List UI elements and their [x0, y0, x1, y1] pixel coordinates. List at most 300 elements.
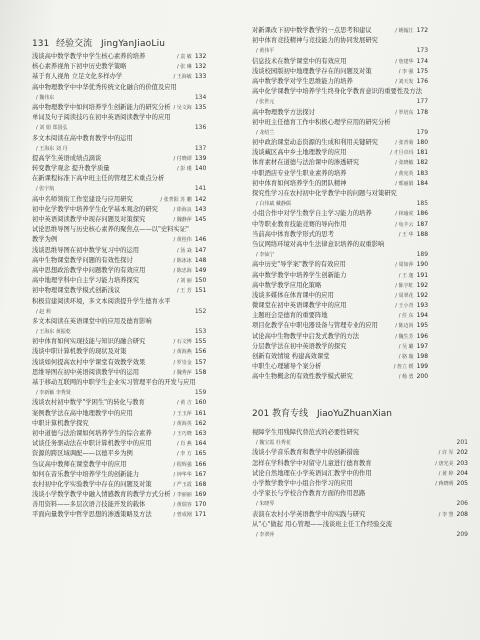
entry-title: 浅谈中职计算机教学的现状及对策	[32, 348, 127, 356]
entry-title: 高中物理教学方法探讨	[252, 108, 315, 116]
entry-page-number: 136	[194, 124, 207, 132]
contents-entry	[32, 225, 206, 235]
entry-title: 初中体育如何实现技能与知识的融合研究	[32, 338, 146, 346]
entry-title: 在新课程标准下高中班主任的管理艺术重点分析	[32, 175, 165, 183]
section2-page-number: 201	[252, 409, 270, 419]
contents-entry	[32, 256, 206, 266]
entry-title: 多文本阅读在英语课堂中的应用及德育影响	[32, 317, 152, 325]
entry-author: / 杨 勇	[398, 374, 414, 381]
entry-page-number: 173	[416, 47, 429, 55]
entry-author: / 王 芳	[176, 288, 192, 295]
contents-entry	[252, 499, 468, 509]
contents-entry	[252, 321, 428, 331]
entry-page-number: 180	[416, 139, 429, 147]
contents-entry	[32, 235, 206, 245]
entry-title: 视障学生用残障代替范式的必要性研究	[252, 429, 360, 436]
entry-title	[274, 250, 413, 260]
entry-title: 浅谈思维导图在初中数学复习中的运用	[32, 246, 140, 254]
contents-entry	[252, 342, 428, 352]
entry-author: / 李仙宁	[256, 252, 275, 259]
entry-page-number: 156	[194, 348, 207, 356]
entry-page-number: 162	[194, 419, 207, 427]
contents-entry	[252, 179, 428, 189]
entry-title: 初中班主任德育工作中积极心理学应用的研究分析	[252, 118, 391, 126]
entry-title: 初中体育如何培养学生的团队精神	[252, 179, 347, 187]
entry-author: / 李丽丽	[173, 492, 192, 499]
entry-title: 初中道德与法治课如何培养学生的综合素养	[32, 429, 152, 437]
entry-author: / 王小青	[395, 303, 414, 310]
contents-entry	[252, 128, 428, 138]
entry-title	[71, 327, 192, 337]
entry-title: 项目化教学在中职电器设备与管理专业的应用	[252, 322, 378, 330]
contents-entry	[252, 108, 428, 118]
entry-title	[54, 184, 192, 194]
entry-author: / 罗崇金	[173, 359, 192, 366]
entry-author: / 石文博	[173, 339, 192, 346]
entry-author: / 陈迈尚	[395, 323, 414, 330]
entry-page-number: 185	[416, 200, 429, 208]
contents-entry	[252, 362, 428, 372]
entry-title: 主题班会是德育的重要阵地	[252, 312, 328, 320]
section-title-cn: 经验交流	[56, 39, 93, 49]
entry-title: 试谈任务驱动法在中职计算机教学中的应用	[32, 440, 152, 448]
entry-author: / 王玉萍	[173, 410, 192, 417]
entry-page-number: 146	[194, 236, 207, 244]
entry-author: / 詹立 媛	[393, 364, 414, 371]
entry-title: 体育素材在道德与法治课中的渗透研究	[252, 159, 360, 167]
entry-title: 初中英语阅读教学中现存问题及对策探究	[32, 216, 146, 223]
entry-title: 基于育人视角 立足文化多样办学	[32, 73, 123, 81]
entry-author: / 张宇航	[36, 186, 55, 193]
entry-author: / 朱晓琴	[256, 501, 275, 508]
entry-page-number: 200	[416, 373, 429, 381]
entry-title: 高中数学教学中培养学生创新能力	[252, 271, 347, 279]
contents-entry	[252, 97, 428, 107]
entry-page-number: 143	[194, 205, 207, 213]
entry-title: 高中思想政治教学中问题教学的有效应用	[32, 266, 146, 274]
entry-title: 初中化学教学中培养学生化学基本观念的研究	[32, 205, 158, 213]
entry-author: / 李 慧	[438, 511, 454, 518]
entry-page-number: 183	[416, 169, 429, 177]
entry-author: / 周如萍	[395, 262, 414, 269]
entry-page-number: 171	[194, 511, 207, 519]
entry-author: / 黄宪英	[395, 170, 414, 177]
entry-title	[291, 199, 414, 209]
entry-title: 试论思维导图与历史核心素养的聚焦点——以"史料实证"	[32, 226, 189, 234]
contents-entry	[32, 368, 206, 378]
entry-page-number: 166	[194, 460, 207, 468]
entry-title	[67, 123, 191, 133]
contents-entry	[252, 169, 428, 179]
entry-author: / 刘 丽	[176, 278, 192, 285]
entry-page-number: 186	[416, 210, 429, 218]
entry-page-number: 172	[416, 27, 429, 34]
entry-title: 中等职业教育技能竞赛的导向作用	[252, 220, 347, 228]
entry-page-number: 132	[194, 63, 207, 71]
entry-title: 高中名师领衔工作室建设与应用研究	[32, 195, 133, 203]
entry-title: 高中生物课堂教学问题的有效性探讨	[32, 256, 133, 264]
entry-title: 转变教学观念 提升教学质量	[32, 165, 110, 173]
contents-entry	[252, 230, 428, 240]
entry-page-number: 167	[194, 470, 207, 478]
entry-page-number: 184	[416, 179, 429, 187]
contents-entry	[32, 317, 206, 327]
section-title-en: JingYanJiaoLiu	[100, 39, 166, 49]
entry-title: 分层教学法在初中英语教学的探究	[252, 342, 347, 350]
entry-author: / 刘天发	[395, 78, 414, 85]
contents-entry	[252, 158, 428, 168]
contents-entry	[32, 113, 206, 123]
entry-author: / 陈宇虹	[395, 282, 414, 289]
entry-title: 浅谈农村初中数学"学困生"的转化与教育	[32, 399, 145, 407]
entry-author: / 张菁阳 苏 鹏	[160, 196, 192, 203]
entry-title: 积极营建阅读环境，多文本阅读提升学生德育水平	[32, 297, 171, 305]
entry-author: / 徐海良	[173, 206, 192, 213]
contents-entry	[252, 271, 428, 281]
entry-title: 从"心"做起 用心管理——浅谈班主任工作经验交流	[252, 520, 393, 528]
entry-title: 资源的跨区域调配——以德平乡为例	[32, 450, 133, 458]
contents-list-left	[32, 52, 206, 521]
entry-title: 浅谈多媒体在体育课中的应用	[252, 291, 334, 299]
entry-page-number: 208	[456, 510, 468, 518]
entry-page-number: 206	[456, 500, 468, 508]
entry-author: / 詹建华	[395, 58, 414, 65]
entry-page-number: 150	[194, 277, 207, 285]
entry-author: / 李 强	[398, 68, 414, 75]
entry-author: / 龙绍兰	[256, 129, 275, 136]
entry-page-number: 201	[456, 439, 468, 447]
contents-entry	[252, 291, 428, 301]
entry-title	[291, 438, 454, 448]
section2-title-cn: 教育专线	[272, 409, 309, 419]
entry-title: 小学家长与学校合作教育方面的作用思路	[252, 490, 366, 498]
entry-author: / 魏宝霞 杜秀花	[256, 440, 291, 447]
entry-author: / 蒋晓明	[435, 480, 454, 487]
entry-title: 浅谈小学音乐教育和教学中的创新措施	[252, 449, 360, 457]
entry-author: / 黄海英	[173, 420, 192, 427]
contents-entry	[32, 460, 206, 470]
contents-entry	[32, 215, 206, 225]
entry-page-number: 133	[194, 73, 207, 81]
entry-title: 试论高中生物教学中启发式教学的方法	[252, 332, 360, 340]
entry-page-number: 190	[416, 261, 429, 269]
entry-page-number: 152	[194, 307, 207, 315]
entry-page-number: 148	[194, 256, 207, 264]
contents-entry	[252, 118, 428, 128]
entry-page-number: 142	[194, 195, 207, 203]
entry-page-number: 151	[194, 287, 207, 295]
entry-title: 创新有效情境 构建高效课堂	[252, 353, 330, 360]
entry-page-number: 161	[194, 409, 207, 417]
contents-entry	[252, 209, 428, 219]
entry-author: / 曾成刚	[173, 512, 192, 519]
entry-title: 提高学生英语成绩点滴谈	[32, 154, 102, 162]
entry-page-number: 140	[194, 165, 207, 173]
entry-page-number: 137	[194, 144, 207, 152]
entry-author: / 陈忠海	[173, 267, 192, 274]
entry-author: / 姚翰江	[395, 28, 414, 34]
contents-entry	[32, 52, 206, 62]
entry-author: / 任 东	[398, 313, 414, 320]
entry-page-number: 192	[416, 291, 429, 299]
entry-page-number: 153	[194, 328, 207, 336]
entry-page-number: 197	[416, 342, 429, 350]
contents-entry	[252, 138, 428, 148]
entry-page-number: 134	[194, 93, 207, 101]
entry-author: / 张 琳	[176, 64, 192, 71]
entry-author: / 李翠萍	[256, 531, 275, 538]
entry-title	[274, 97, 413, 107]
contents-entry	[32, 347, 206, 357]
entry-title: 刍议网络环境对高中生法律意识培养的双重影响	[252, 240, 385, 248]
contents-entry	[252, 77, 428, 87]
entry-author: / 李 方	[176, 451, 192, 458]
entry-author: / 赵 莉	[36, 308, 51, 315]
entry-title: 善用资料——多层次语言技能开发的载体	[32, 501, 146, 509]
entry-title: 中职生心理辅导个案分析	[252, 363, 322, 371]
entry-author: / 王 华	[398, 231, 414, 238]
contents-list-section2	[252, 428, 468, 540]
entry-title: 高中物理教学中中华优秀传统文化融合的价值及应用	[32, 83, 177, 91]
entry-page-number: 139	[194, 154, 207, 162]
entry-page-number: 193	[416, 302, 429, 310]
entry-title: 试论自然地理在小学英语词汇教学中的作用	[252, 469, 372, 477]
entry-author: / 王海东 刘 丹	[36, 145, 68, 152]
contents-entry	[32, 184, 206, 194]
entry-title: 初中物理课堂教学模式创新浅议	[32, 287, 121, 295]
entry-page-number: 158	[194, 368, 207, 376]
entry-page-number: 174	[416, 57, 429, 65]
entry-author: / 肖 燕	[176, 441, 192, 448]
contents-entry	[252, 530, 468, 540]
entry-author: / 程辉强	[173, 461, 192, 468]
contents-entry	[32, 83, 206, 93]
contents-entry	[32, 449, 206, 459]
contents-entry	[32, 246, 206, 256]
entry-page-number: 195	[416, 322, 429, 330]
entry-title: 小学数学教学中小组合作学习的应用	[252, 479, 353, 487]
entry-author: / 彭 瑾	[176, 166, 192, 173]
entry-title: 浅谈小学数学教学中融入情感教育的教学方式分析	[32, 491, 171, 499]
entry-page-number: 182	[416, 159, 429, 167]
entry-page-number: 202	[456, 449, 468, 457]
contents-entry	[252, 510, 468, 520]
entry-title: 高中数学教学对学生思维能力的培养	[252, 77, 353, 85]
entry-author: / 袁 敏	[176, 54, 192, 60]
entry-page-number: 198	[416, 353, 429, 360]
entry-author: / 付晓谭	[173, 155, 192, 162]
entry-title: 浅谈校园版初中地理教学存在的问题及对策	[252, 67, 372, 75]
contents-entry	[252, 199, 428, 209]
entry-title: 初中政治课堂动态资源的生成和利用关键研究	[252, 139, 378, 147]
entry-page-number: 199	[416, 363, 429, 371]
contents-entry	[252, 520, 468, 530]
entry-author: / 林瑜虎	[395, 211, 414, 218]
contents-entry	[252, 220, 428, 230]
entry-title	[54, 93, 192, 103]
entry-page-number: 194	[416, 312, 429, 320]
entry-author: / 严玉霞	[173, 481, 192, 488]
entry-page-number: 204	[456, 469, 468, 477]
contents-entry	[252, 469, 468, 479]
entry-title	[274, 499, 453, 509]
entry-title: 核心素养视角下初中历史教学策略	[32, 63, 127, 71]
entry-title	[51, 307, 192, 317]
entry-author: / 陈冰冰	[173, 257, 192, 264]
entry-page-number: 188	[416, 230, 429, 238]
entry-title: 高中历史"导学案"教学的有效应用	[252, 261, 346, 269]
contents-entry	[32, 174, 206, 184]
contents-entry	[252, 301, 428, 311]
contents-entry	[32, 123, 206, 133]
entry-title: 思维导图在初中英语阅读教学中的运用	[32, 368, 140, 376]
entry-author: / 王海东 黄振乾	[36, 329, 71, 336]
contents-entry	[32, 358, 206, 368]
contents-entry	[32, 510, 206, 520]
contents-entry	[32, 266, 206, 276]
entry-page-number: 159	[194, 389, 207, 397]
entry-author: / 黄桂伟	[173, 237, 192, 244]
entry-author: / 汤 焱	[176, 247, 192, 254]
entry-title: 初中体育竞技精神与竞技能力的协同发展研究	[252, 37, 378, 45]
contents-list-right	[252, 26, 428, 383]
entry-page-number: 168	[194, 480, 207, 488]
entry-title	[71, 388, 192, 398]
contents-entry	[252, 438, 468, 448]
contents-entry	[252, 87, 428, 97]
contents-entry	[252, 281, 428, 291]
section2-title-en: JiaoYuZhuanXian	[316, 409, 392, 419]
entry-title: 探究性学习在农村初中化学教学中的问题与对策研究	[252, 190, 397, 197]
contents-entry	[32, 470, 206, 480]
entry-page-number: 160	[194, 399, 207, 407]
entry-page-number: 132	[194, 53, 207, 60]
entry-author: / 张青菊	[395, 140, 414, 147]
entry-page-number: 196	[416, 332, 429, 340]
contents-entry	[32, 439, 206, 449]
contents-entry	[252, 260, 428, 270]
entry-title	[67, 144, 191, 154]
section-page-number: 131	[32, 39, 50, 49]
entry-page-number: 209	[456, 530, 468, 538]
entry-author: / 黄瑞容	[173, 502, 192, 509]
contents-entry	[32, 419, 206, 429]
section-header	[32, 36, 165, 50]
contents-entry	[252, 489, 468, 499]
contents-entry	[252, 189, 428, 199]
entry-title: 浅谈藏区高中乡土地理教学的应用	[252, 149, 347, 157]
contents-entry	[252, 448, 468, 458]
entry-page-number: 187	[416, 220, 429, 228]
contents-entry	[252, 46, 428, 56]
entry-author: / 张晓敏	[395, 160, 414, 167]
entry-title: 高中地理学科中自主学习能力培养探究	[32, 277, 140, 285]
entry-title: 案例教学法在高中地理教学中的应用	[32, 409, 133, 417]
entry-page-number: 203	[456, 459, 468, 467]
entry-page-number: 179	[416, 128, 429, 136]
entry-author: / 才旦卓玛	[390, 150, 414, 157]
contents-entry	[32, 378, 206, 388]
contents-entry	[32, 490, 206, 500]
entry-title: 刍议高中教师在课堂教学中的应用	[32, 460, 127, 468]
entry-author: / 吴 璐	[398, 343, 414, 350]
contents-entry	[32, 500, 206, 510]
entry-title: 信息技术在数学课堂中的有效应用	[252, 57, 347, 65]
entry-author: / 魏生芳	[395, 333, 414, 340]
entry-author: / 李新颖 李秀贤	[36, 390, 71, 397]
entry-author: / 白伟斌 戴静儒	[256, 201, 291, 208]
contents-entry	[32, 480, 206, 490]
contents-entry	[32, 398, 206, 408]
entry-author: / 魏静萍	[173, 217, 192, 223]
contents-entry	[32, 337, 206, 347]
entry-title: 小组合作中对学生数学自主学习能力的培养	[252, 210, 372, 218]
entry-title: 平面向量教学中哲学思想的渗透策略及方法	[32, 511, 152, 519]
entry-title	[274, 128, 413, 138]
entry-page-number: 189	[416, 251, 429, 259]
contents-entry	[32, 195, 206, 205]
entry-author: / 邢丽娟	[395, 180, 414, 187]
contents-entry	[32, 297, 206, 307]
entry-page-number: 177	[416, 98, 429, 106]
contents-entry	[32, 144, 206, 154]
entry-page-number: 175	[416, 67, 429, 75]
contents-entry	[252, 372, 428, 382]
entry-title: 单词及句子阅读技巧在初中英语阅读教学中的应用	[32, 114, 171, 122]
entry-page-number: 135	[194, 103, 207, 111]
entry-author: / 唐光美	[435, 460, 454, 467]
entry-page-number: 145	[194, 216, 207, 223]
entry-title: 高中化学课教学中培养学生终身化学教育意识的重要性及方法	[252, 88, 423, 96]
entry-title: 高中生物概念的有效性教学模式研究	[252, 373, 353, 381]
entry-page-number: 205	[456, 479, 468, 487]
contents-entry	[32, 103, 206, 113]
contents-entry	[252, 26, 428, 36]
entry-title: 当前高中体育教学形式的思考	[252, 230, 334, 238]
entry-author: / 罗培东	[395, 109, 414, 116]
entry-title: 怎样在学科教学中对留守儿童进行德育教育	[252, 459, 372, 467]
entry-page-number: 170	[194, 501, 207, 509]
entry-page-number: 149	[194, 266, 207, 274]
contents-entry	[252, 148, 428, 158]
entry-title: 浅谈高中数学教学中学生核心素养的培养	[32, 53, 146, 60]
contents-entry	[32, 388, 206, 398]
entry-title: 中职酒店专业学生职业素养的培养	[252, 169, 347, 177]
entry-author: / 刘 娟 郑国弘	[36, 125, 68, 132]
entry-author: / 周翠花	[395, 292, 414, 299]
contents-entry	[252, 67, 428, 77]
contents-entry	[32, 154, 206, 164]
contents-entry	[32, 307, 206, 317]
entry-title: 表演在农村小学英语教学中的实践与研究	[252, 510, 366, 518]
contents-entry	[32, 429, 206, 439]
entry-page-number: 192	[416, 281, 429, 289]
entry-title: 多文本阅读在高中教育教学中的运用	[32, 134, 133, 142]
contents-entry	[252, 479, 468, 489]
contents-entry	[252, 250, 428, 260]
entry-page-number: 176	[416, 77, 429, 85]
entry-author: / 张世元	[256, 99, 275, 106]
entry-title: 对新课改下初中数学教学的一点思考和建议	[252, 27, 372, 34]
section2-header	[252, 406, 468, 422]
contents-entry	[252, 428, 468, 438]
entry-author: / 吴文海	[173, 104, 192, 111]
contents-entry	[32, 276, 206, 286]
contents-entry	[32, 286, 206, 296]
entry-author: / 钟华华	[173, 471, 192, 478]
entry-author: / 王 迦	[398, 272, 414, 279]
contents-entry	[252, 57, 428, 67]
